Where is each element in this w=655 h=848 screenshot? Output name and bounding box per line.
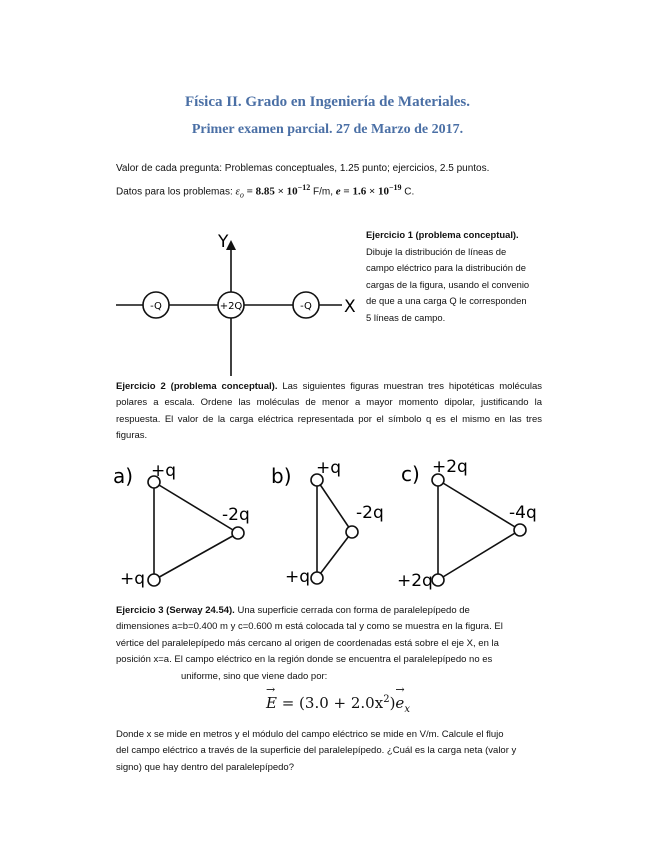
page-subtitle: Primer examen parcial. 27 de Marzo de 2017. — [191, 122, 464, 137]
exercise1-line: Dibuje la distribución de líneas de — [366, 245, 507, 257]
epsilon-subscript: o — [239, 190, 244, 200]
exercise1-line: 5 líneas de campo. — [366, 311, 446, 323]
exercise3-line: dimensiones a=b=0.400 m y c=0.600 m está colocada tal y como se muestra en la figura. El — [116, 621, 503, 633]
molecule-b — [271, 458, 384, 587]
charge-label: -Q — [150, 301, 162, 312]
exercise2-text — [116, 379, 542, 445]
molecule-c — [397, 457, 537, 591]
epsilon-exponent: −12 — [297, 183, 311, 192]
values-line: Valor de cada pregunta: Problemas conceptuales, 1.25 punto; ejercicios, 2.5 puntos. — [116, 163, 490, 174]
exercise3-line: posición x=a. El campo eléctrico en la región donde se encuentra el paralelepípedo no es — [116, 654, 493, 666]
y-axis-label: Y — [218, 232, 229, 252]
charge-bottom: +2q — [397, 571, 433, 591]
exercise3-line: uniforme, sino que viene dado por: — [181, 670, 328, 682]
charge-right: -2q — [356, 503, 384, 523]
charge-label: -Q — [300, 301, 312, 312]
electric-field-formula — [266, 694, 410, 715]
charge-top: +q — [151, 461, 177, 481]
molecule-label: b) — [271, 464, 292, 488]
atom — [311, 572, 323, 584]
exercise3-line: Una superficie cerrada con forma de paralelepípedo de — [234, 605, 470, 616]
exercise3-first-line — [116, 603, 526, 619]
unit-vector-e: → e — [395, 694, 404, 712]
exercise3-after-line: Donde x se mide en metros y el módulo del campo eléctrico se mide en V/m. Calcule el flujo — [116, 729, 504, 740]
charge-top: +q — [316, 458, 342, 478]
atom — [514, 524, 526, 536]
epsilon-unit: F/m, — [310, 186, 336, 198]
exercise1-line: campo eléctrico para la distribución de — [366, 262, 526, 274]
molecule-a — [113, 461, 250, 589]
charge-right: -4q — [509, 503, 537, 523]
exercise3-text — [116, 603, 526, 685]
x-axis-label: X — [344, 297, 356, 317]
molecule-label: a) — [113, 464, 134, 488]
e-symbol: e — [335, 185, 341, 198]
epsilon-symbol: ε — [235, 185, 240, 198]
atom — [148, 574, 160, 586]
exercise3-continuation — [116, 727, 546, 776]
charge-top: +2q — [432, 457, 468, 477]
charge-bottom: +q — [285, 567, 311, 587]
exercise2-first-line — [116, 379, 542, 395]
exercise3-after-line: del campo eléctrico a través de la superficie del paralelepípedo. ¿Cuál es la carga neta (valor y — [116, 745, 517, 757]
exercise1-figure — [116, 232, 356, 376]
atom — [432, 574, 444, 586]
e-unit: C. — [401, 186, 415, 198]
charge-bottom: +q — [120, 569, 146, 589]
formula-square: 2 — [383, 694, 390, 705]
constants-prefix: Datos para los problemas: — [116, 186, 236, 198]
e-value: = 1.6 × 10 — [340, 185, 389, 198]
exercise2-title: Ejercicio 2 (problema conceptual). — [116, 381, 278, 392]
exercise3-line: vértice del paralelepípedo más cercano al origen de coordenadas está sobre el eje X, en la — [116, 637, 499, 649]
exercise1-title: Ejercicio 1 (problema conceptual). — [366, 229, 519, 240]
exercise3-after-line: signo) que hay dentro del paralelepípedo? — [116, 761, 294, 773]
formula-body: = (3.0 + 2.0x — [276, 694, 384, 712]
page-title: Física II. Grado en Ingeniería de Materiales. — [185, 94, 470, 110]
exercise2-line: respuesta. El valor de la carga eléctrica representada por el símbolo q es el mismo en las tres — [116, 413, 542, 425]
exercise1-text — [366, 227, 546, 327]
exercise2-line: polares a escala. Ordene las moléculas de menor a mayor momento dipolar, justificando la — [116, 397, 542, 409]
charge-right: -2q — [222, 505, 250, 525]
e-exponent: −19 — [388, 183, 402, 192]
exercise1-line: de que a una carga Q le corresponden — [366, 295, 527, 307]
exercise3-title: Ejercicio 3 (Serway 24.54). — [116, 605, 235, 616]
charge-label: +2Q — [219, 301, 243, 312]
epsilon-value: = 8.85 × 10 — [243, 185, 298, 198]
atom — [346, 526, 358, 538]
exercise2-line: Las siguientes figuras muestran tres hipotéticas moléculas — [277, 381, 542, 392]
formula-close: ) — [389, 694, 396, 712]
formula-subscript: x — [404, 704, 410, 715]
exercise2-line: figuras. — [116, 430, 148, 442]
molecule-label: c) — [401, 462, 420, 486]
atom — [232, 527, 244, 539]
exercise1-line: cargas de la figura, usando el convenio — [366, 278, 530, 290]
vector-E: → E — [266, 694, 277, 712]
